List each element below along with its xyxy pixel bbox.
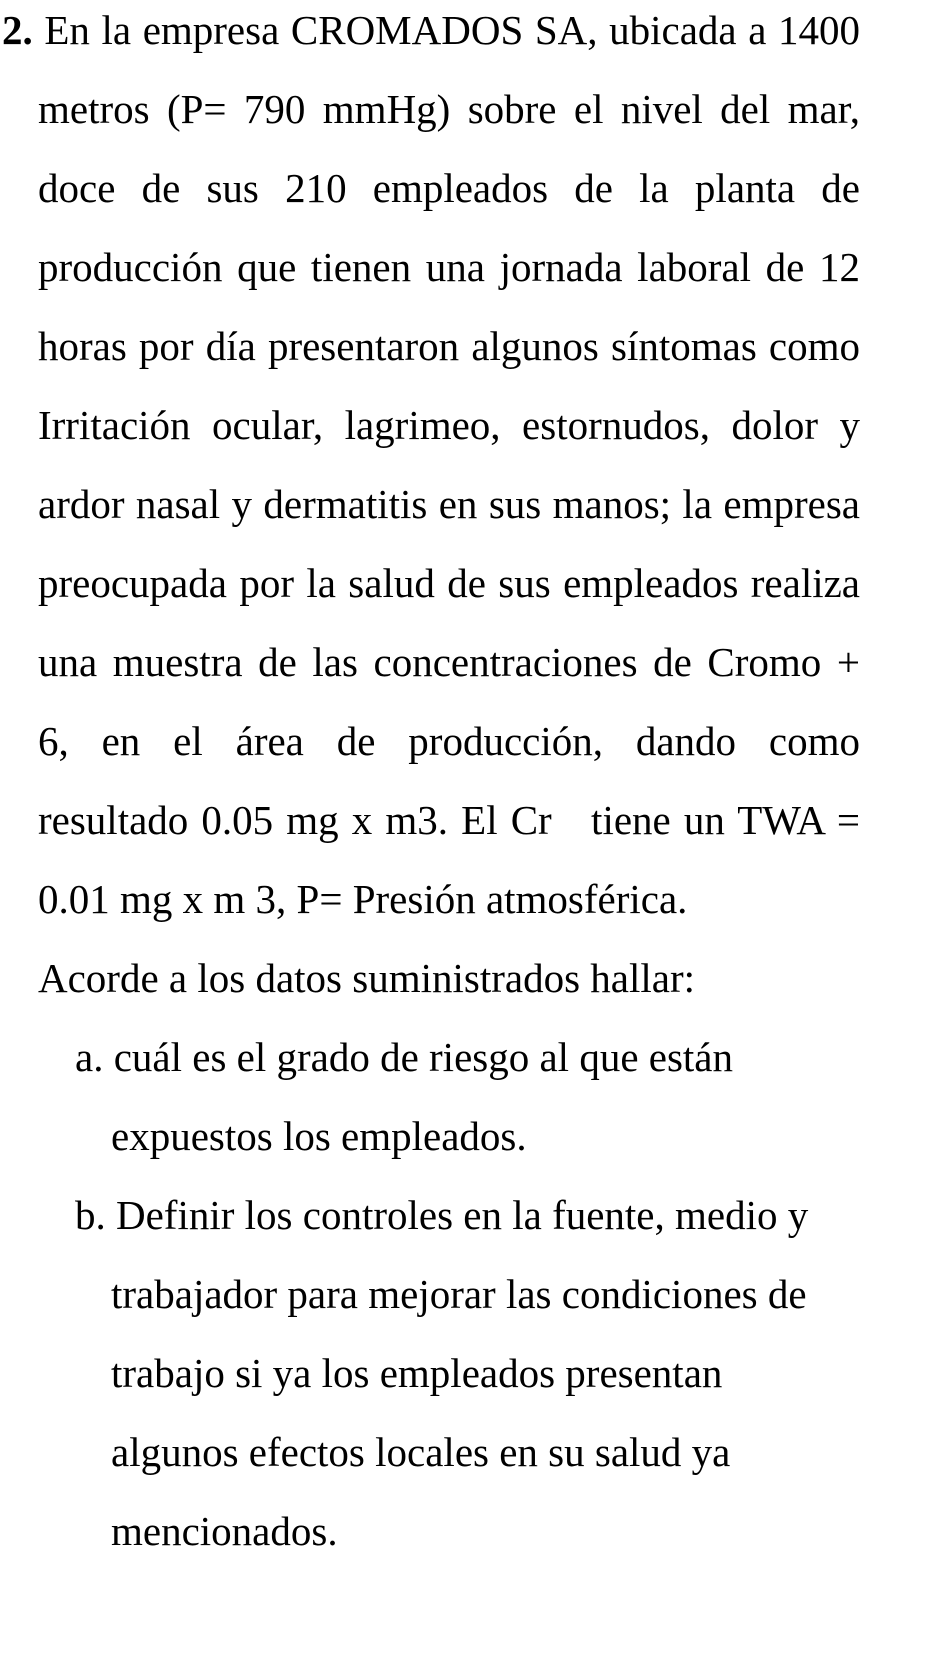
- item-b-line: mencionados.: [111, 1508, 338, 1554]
- item-b-line: trabajo si ya los empleados presentan: [111, 1350, 723, 1396]
- paragraph-line: una muestra de las concentraciones de Cromo +: [38, 639, 860, 685]
- paragraph-line: 0.01 mg x m 3, P= Presión atmosférica.: [38, 876, 688, 922]
- paragraph-line: producción que tienen una jornada laboral de 12: [38, 244, 860, 290]
- item-b-text: Definir los controles en la fuente, medio y: [116, 1192, 809, 1238]
- problem-first-line-text: En la empresa CROMADOS SA, ubicada a 1400: [44, 7, 860, 53]
- item-a-line: [75, 1032, 733, 1082]
- problem-first-line: [2, 5, 860, 55]
- problem-number: 2.: [2, 7, 33, 53]
- item-b-line: [75, 1190, 808, 1240]
- paragraph-line: preocupada por la salud de sus empleados realiza: [38, 560, 860, 606]
- item-a-text: cuál es el grado de riesgo al que están: [113, 1034, 734, 1080]
- paragraph-line: resultado 0.05 mg x m3. El Cr tiene un TWA =: [38, 797, 860, 843]
- item-a-line: expuestos los empleados.: [111, 1113, 527, 1159]
- item-b-line: algunos efectos locales en su salud ya: [111, 1429, 731, 1475]
- paragraph-line: Irritación ocular, lagrimeo, estornudos, dolor y: [38, 402, 860, 448]
- prompt-line: Acorde a los datos suministrados hallar:: [38, 955, 696, 1001]
- item-a-marker: a.: [75, 1034, 104, 1080]
- paragraph-line: horas por día presentaron algunos síntomas como: [38, 323, 860, 369]
- paragraph-line: ardor nasal y dermatitis en sus manos; la empresa: [38, 481, 860, 527]
- item-b-line: trabajador para mejorar las condiciones de: [111, 1271, 807, 1317]
- paragraph-line: metros (P= 790 mmHg) sobre el nivel del mar,: [38, 86, 860, 132]
- item-b-marker: b.: [75, 1192, 106, 1238]
- paragraph-line: 6, en el área de producción, dando como: [38, 718, 860, 764]
- paragraph-line: doce de sus 210 empleados de la planta de: [38, 165, 860, 211]
